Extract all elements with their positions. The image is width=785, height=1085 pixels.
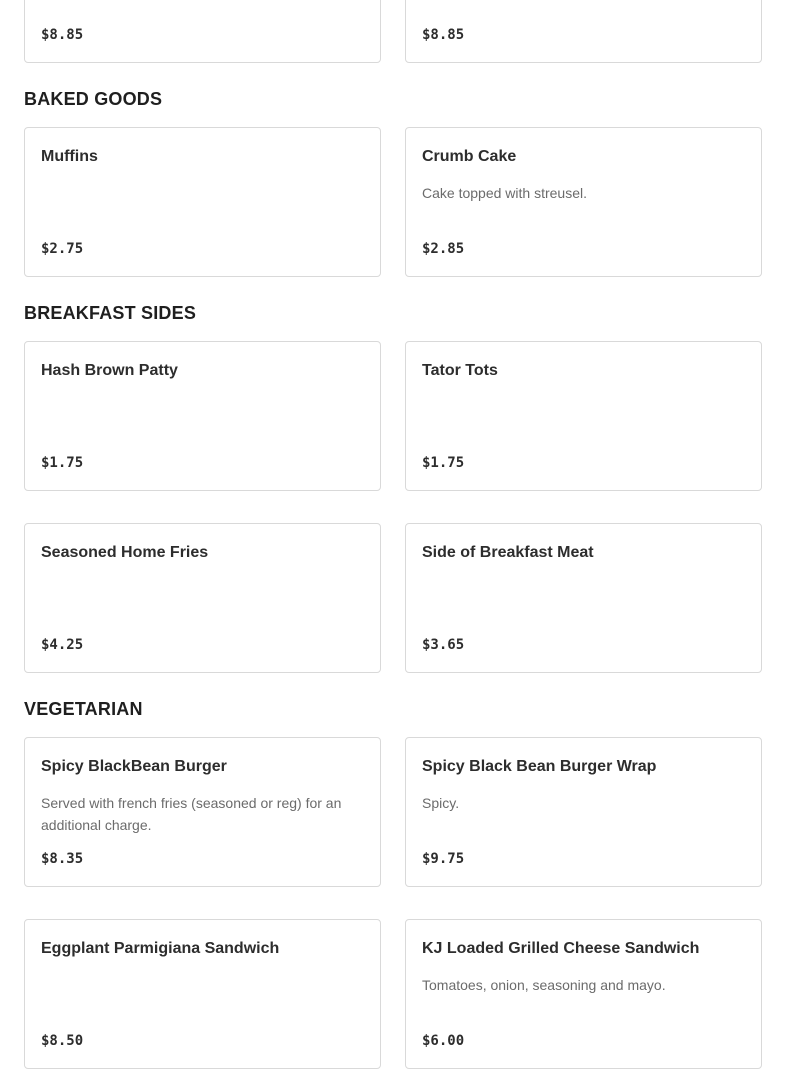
menu-item-card-spicy-blackbean-burger[interactable] [24, 737, 381, 887]
item-name: Spicy BlackBean Burger [41, 758, 227, 775]
menu-item-card-eggplant-parmigiana-sandwich[interactable] [24, 919, 381, 1069]
item-price: $8.35 [41, 851, 84, 867]
item-name: KJ Loaded Grilled Cheese Sandwich [422, 940, 700, 957]
item-name: Seasoned Home Fries [41, 544, 209, 561]
menu-row [24, 919, 761, 1069]
section-heading-vegetarian: VEGETARIAN [24, 699, 143, 719]
item-description: Served with french fries (seasoned or reg) for an additional charge. [41, 795, 342, 833]
menu-row-partial [24, 0, 761, 63]
menu-item-card-spicy-black-bean-burger-wrap[interactable] [405, 737, 762, 887]
item-price: $4.25 [41, 637, 84, 653]
item-price: $2.75 [41, 241, 84, 257]
item-price: $6.00 [422, 1033, 465, 1049]
menu-item-card-kj-loaded-grilled-cheese-sandwich[interactable] [405, 919, 762, 1069]
item-name: Eggplant Parmigiana Sandwich [41, 940, 280, 957]
item-description: Tomatoes, onion, seasoning and mayo. [422, 977, 666, 993]
menu-row [24, 341, 761, 491]
item-price: $8.50 [41, 1033, 84, 1049]
item-price: $8.85 [41, 27, 84, 43]
menu-row [24, 127, 761, 277]
menu-row [24, 737, 761, 887]
item-name: Tator Tots [422, 362, 498, 379]
item-description: Cake topped with streusel. [422, 185, 587, 201]
item-name: Hash Brown Patty [41, 362, 178, 379]
menu-item-card-muffins[interactable] [24, 127, 381, 277]
section-heading-breakfast-sides: BREAKFAST SIDES [24, 303, 197, 323]
menu-item-card[interactable] [24, 0, 381, 63]
menu-item-card-seasoned-home-fries[interactable] [24, 523, 381, 673]
menu-item-card-tator-tots[interactable] [405, 341, 762, 491]
menu-item-card[interactable] [405, 0, 762, 63]
item-name: Spicy Black Bean Burger Wrap [422, 758, 657, 775]
menu-row [24, 523, 761, 673]
item-price: $2.85 [422, 241, 465, 257]
item-name: Crumb Cake [422, 148, 517, 165]
item-description: Spicy. [422, 795, 460, 811]
menu-item-card-side-of-breakfast-meat[interactable] [405, 523, 762, 673]
item-name: Side of Breakfast Meat [422, 544, 594, 561]
item-price: $3.65 [422, 637, 465, 653]
menu-item-card-hash-brown-patty[interactable] [24, 341, 381, 491]
item-price: $8.85 [422, 27, 465, 43]
item-price: $1.75 [41, 455, 84, 471]
item-name: Muffins [41, 148, 98, 165]
menu-item-card-crumb-cake[interactable] [405, 127, 762, 277]
item-price: $9.75 [422, 851, 465, 867]
item-price: $1.75 [422, 455, 465, 471]
section-heading-baked-goods: BAKED GOODS [24, 89, 163, 109]
